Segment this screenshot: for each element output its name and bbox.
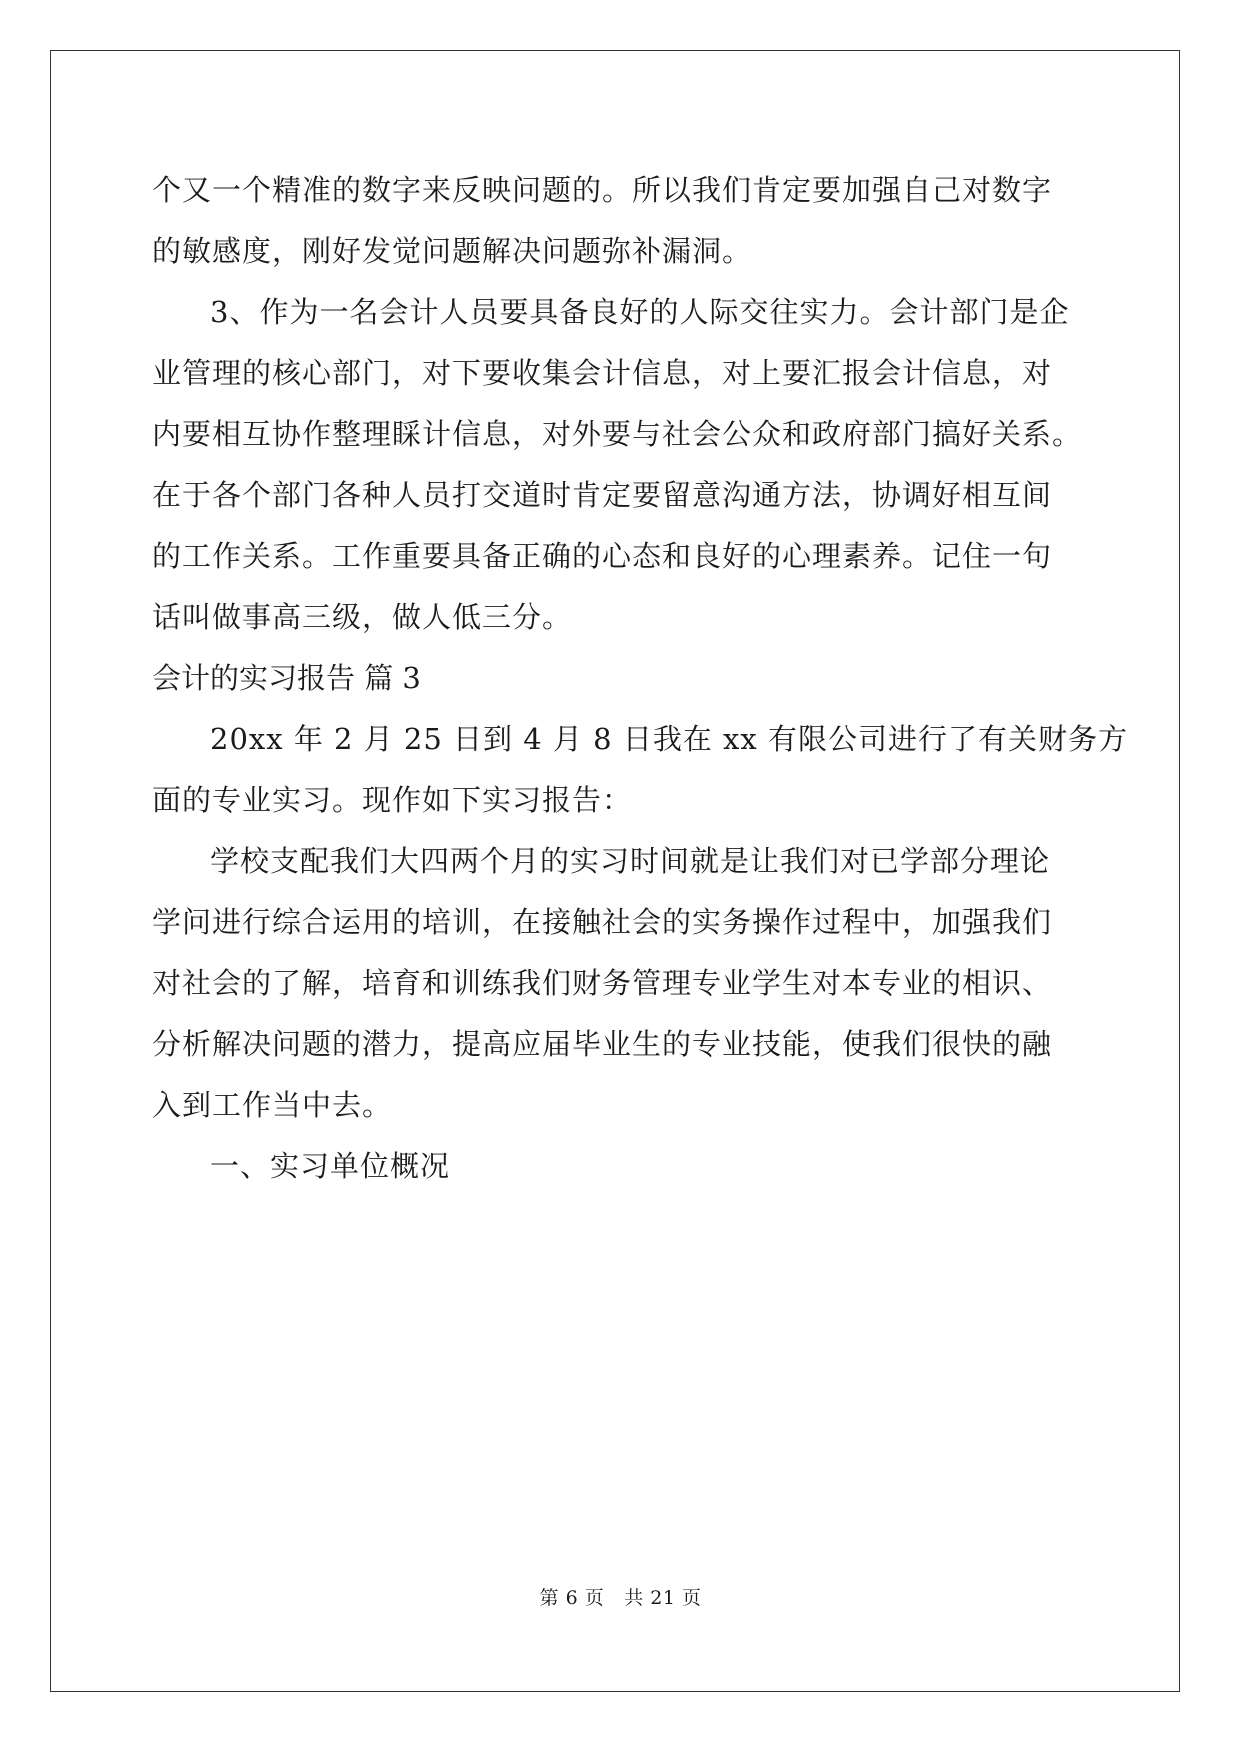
page-total: 共 21 页 xyxy=(624,1587,702,1609)
subsection-heading: 一、实习单位概况 xyxy=(210,1149,451,1183)
paragraph-line: 3、作为一名会计人员要具备良好的人际交往实力。会计部门是企 xyxy=(210,295,1070,329)
section-heading: 会计的实习报告 篇 3 xyxy=(152,661,421,695)
page-number: 第 6 页 xyxy=(539,1587,605,1609)
paragraph-line: 对社会的了解，培育和训练我们财务管理专业学生对本专业的相识、 xyxy=(152,966,1053,1000)
paragraph-line: 入到工作当中去。 xyxy=(152,1088,393,1122)
paragraph-line: 学校支配我们大四两个月的实习时间就是让我们对已学部分理论 xyxy=(210,844,1051,878)
paragraph-line: 面的专业实习。现作如下实习报告： xyxy=(152,783,633,817)
document-body xyxy=(152,160,1128,1197)
paragraph-line: 在于各个部门各种人员打交道时肯定要留意沟通方法，协调好相互间 xyxy=(152,478,1053,512)
paragraph-line: 分析解决问题的潜力，提高应届毕业生的专业技能，使我们很快的融 xyxy=(152,1027,1053,1061)
page-footer xyxy=(0,1584,1241,1612)
paragraph-line: 的敏感度，刚好发觉问题解决问题弥补漏洞。 xyxy=(152,234,753,268)
paragraph-line: 内要相互协作整理睬计信息，对外要与社会公众和政府部门搞好关系。 xyxy=(152,417,1083,451)
paragraph-line: 个又一个精准的数字来反映问题的。所以我们肯定要加强自己对数字 xyxy=(152,173,1053,207)
paragraph-line: 的工作关系。工作重要具备正确的心态和良好的心理素养。记住一句 xyxy=(152,539,1053,573)
paragraph-line: 话叫做事高三级，做人低三分。 xyxy=(152,600,573,634)
paragraph-line: 20xx 年 2 月 25 日到 4 月 8 日我在 xx 有限公司进行了有关财务方 xyxy=(210,722,1128,756)
paragraph-line: 学问进行综合运用的培训，在接触社会的实务操作过程中，加强我们 xyxy=(152,905,1053,939)
paragraph-line: 业管理的核心部门，对下要收集会计信息，对上要汇报会计信息，对 xyxy=(152,356,1053,390)
